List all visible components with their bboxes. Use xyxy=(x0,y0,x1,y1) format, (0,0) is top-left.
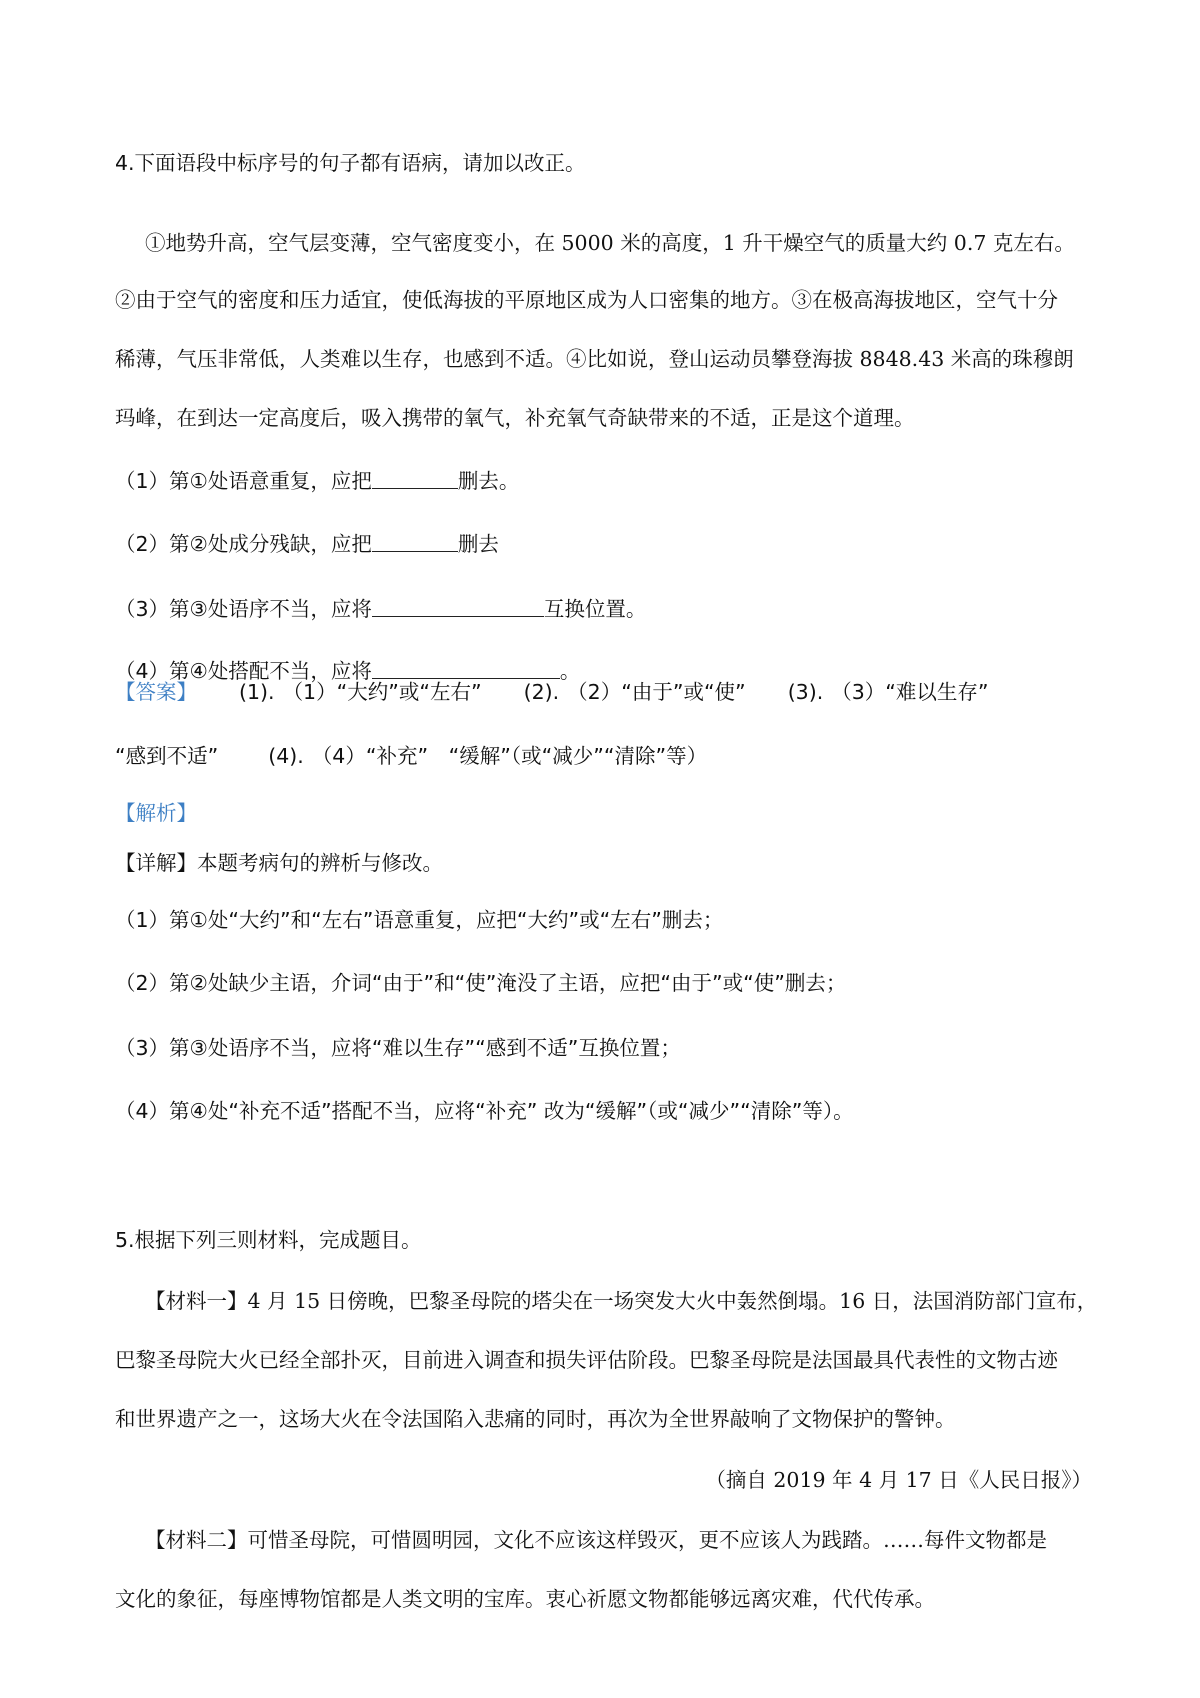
explanation-line: （3）第③处语序不当，应将“难以生存”“感到不适”互换位置； xyxy=(115,1036,681,1060)
answer-text: （4）“补充” “缓解”（或“减少”“清除”等） xyxy=(311,744,708,768)
answer-blank[interactable] xyxy=(372,531,458,552)
answer-row-1 xyxy=(115,677,1095,707)
explanation-line: （1）第①处“大约”和“左右”语意重复，应把“大约”或“左右”删去； xyxy=(115,908,724,932)
explanation-line: （2）第②处缺少主语，介词“由于”和“使”淹没了主语，应把“由于”或“使”删去； xyxy=(115,971,847,995)
answer-number: (2). xyxy=(523,680,560,704)
passage-line: ②由于空气的密度和压力适宜，使低海拔的平原地区成为人口密集的地方。③在极高海拔地区，空气十分 xyxy=(115,288,1058,312)
material-line: 和世界遗产之一，这场大火在令法国陷入悲痛的同时，再次为全世界敲响了文物保护的警钟。 xyxy=(115,1407,956,1431)
item-prompt: （4）第④处搭配不当，应将 xyxy=(115,659,372,683)
item-suffix: 互换位置。 xyxy=(543,597,647,621)
material-line: 【材料二】可惜圣母院，可惜圆明园，文化不应该这样毁灭，更不应该人为践踏。……每件文物都是 xyxy=(145,1528,1047,1552)
question-item-1 xyxy=(115,466,1095,496)
analysis-tag: 【解析】 xyxy=(115,801,197,825)
item-suffix: 删去 xyxy=(457,532,499,556)
answer-row-2 xyxy=(115,741,1095,771)
passage-line: 稀薄，气压非常低，人类难以生存，也感到不适。④比如说，登山运动员攀登海拔 8848.43 米高的珠穆朗 xyxy=(115,347,1074,371)
answer-blank[interactable] xyxy=(372,596,544,617)
passage-line: ①地势升高，空气层变薄，空气密度变小，在 5000 米的高度，1 升干燥空气的质量大约 0.7 克左右。 xyxy=(145,231,1075,255)
question-item-3 xyxy=(115,594,1095,624)
question-4-title: 4.下面语段中标序号的句子都有语病，请加以改正。 xyxy=(115,151,586,175)
answer-text: （1）“大约”或“左右” xyxy=(282,680,482,704)
answer-tag: 【答案】 xyxy=(115,680,197,704)
answer-blank[interactable] xyxy=(372,658,560,679)
material-source: （摘自 2019 年 4 月 17 日《人民日报》） xyxy=(705,1468,1092,1492)
answer-number: (3). xyxy=(787,680,824,704)
detail-intro: 【详解】本题考病句的辨析与修改。 xyxy=(115,851,443,875)
question-5-title: 5.根据下列三则材料，完成题目。 xyxy=(115,1228,422,1252)
material-line: 文化的象征，每座博物馆都是人类文明的宝库。衷心祈愿文物都能够远离灾难，代代传承。 xyxy=(115,1587,935,1611)
item-prompt: （1）第①处语意重复，应把 xyxy=(115,469,372,493)
material-line: 【材料一】4 月 15 日傍晚，巴黎圣母院的塔尖在一场突发大火中轰然倒塌。16 日，法国消防部门宣布， xyxy=(145,1289,1098,1313)
item-prompt: （2）第②处成分残缺，应把 xyxy=(115,532,372,556)
material-line: 巴黎圣母院大火已经全部扑灭，目前进入调查和损失评估阶段。巴黎圣母院是法国最具代表性的文物古迹 xyxy=(115,1348,1058,1372)
explanation-line: （4）第④处“补充不适”搭配不当，应将“补充” 改为“缓解”（或“减少”“清除”等）。 xyxy=(115,1099,854,1123)
question-item-2 xyxy=(115,529,1095,559)
answer-text: （3）“难以生存” xyxy=(831,680,989,704)
answer-text: （2）“由于”或“使” xyxy=(567,680,746,704)
item-suffix: 。 xyxy=(559,659,581,683)
answer-blank[interactable] xyxy=(372,468,458,489)
passage-line: 玛峰，在到达一定高度后，吸入携带的氧气，补充氧气奇缺带来的不适，正是这个道理。 xyxy=(115,406,915,430)
item-suffix: 删去。 xyxy=(457,469,520,493)
answer-text: “感到不适” xyxy=(115,744,219,768)
item-prompt: （3）第③处语序不当，应将 xyxy=(115,597,372,621)
answer-number: (1). xyxy=(239,680,275,704)
answer-number: (4). xyxy=(268,744,304,768)
